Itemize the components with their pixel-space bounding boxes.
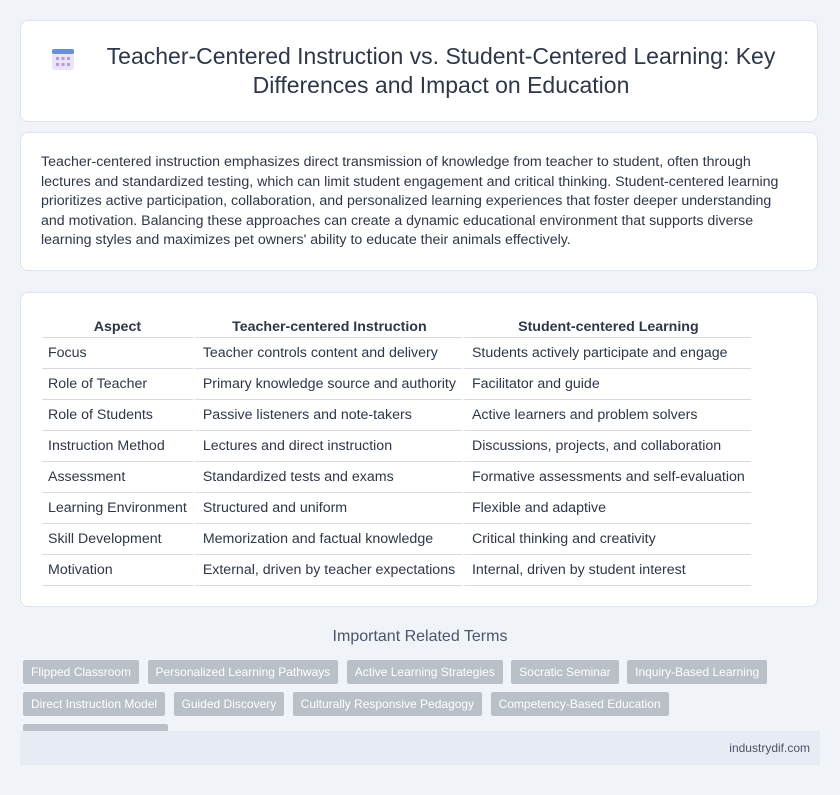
table-row <box>42 338 751 369</box>
tag-competency-based-education[interactable]: Competency-Based Education <box>491 692 669 716</box>
tag-culturally-responsive-pedagogy[interactable]: Culturally Responsive Pedagogy <box>293 692 482 716</box>
table-row <box>42 493 751 524</box>
table-card <box>20 292 818 607</box>
row-aspect: Instruction Method <box>42 431 193 462</box>
row-teacher-value: Teacher controls content and delivery <box>193 338 462 369</box>
title-wrap <box>21 42 817 100</box>
related-terms-heading: Important Related Terms <box>332 628 508 645</box>
calendar-grid-icon <box>51 47 75 71</box>
row-student-value: Active learners and problem solvers <box>462 400 751 431</box>
row-teacher-value: Lectures and direct instruction <box>193 431 462 462</box>
row-aspect: Learning Environment <box>42 493 193 524</box>
tag-personalized-learning-pathways[interactable]: Personalized Learning Pathways <box>148 660 339 684</box>
row-aspect: Motivation <box>42 555 193 586</box>
row-teacher-value: External, driven by teacher expectations <box>193 555 462 586</box>
table-row <box>42 369 751 400</box>
comparison-table <box>42 315 751 586</box>
intro-paragraph: Teacher-centered instruction emphasizes direct transmission of knowledge from teacher to student, often through lectures and standardized testing, which can limit student engagement and critical thinking. Student-centered learning prioritizes active participation, collaboration, and personalized learning experiences that foster deeper understanding and motivation. Balancing these approaches can create a dynamic educational environment that supports diverse learning styles and maximizes pet owners' ability to educate their animals effectively. <box>41 154 779 248</box>
header-aspect: Aspect <box>42 315 193 338</box>
table-row <box>42 555 751 586</box>
row-aspect: Focus <box>42 338 193 369</box>
row-student-value: Facilitator and guide <box>462 369 751 400</box>
row-aspect: Role of Teacher <box>42 369 193 400</box>
table-row <box>42 431 751 462</box>
footer <box>20 731 820 765</box>
row-teacher-value: Primary knowledge source and authority <box>193 369 462 400</box>
table-row <box>42 400 751 431</box>
row-aspect: Role of Students <box>42 400 193 431</box>
tag-direct-instruction-model[interactable]: Direct Instruction Model <box>23 692 165 716</box>
row-student-value: Formative assessments and self-evaluation <box>462 462 751 493</box>
row-aspect: Assessment <box>42 462 193 493</box>
row-student-value: Flexible and adaptive <box>462 493 751 524</box>
header-teacher-centered: Teacher-centered Instruction <box>193 315 462 338</box>
title-card <box>20 20 818 122</box>
footer-site-link[interactable]: industrydif.com <box>729 741 810 755</box>
header-student-centered: Student-centered Learning <box>462 315 751 338</box>
row-student-value: Critical thinking and creativity <box>462 524 751 555</box>
row-teacher-value: Standardized tests and exams <box>193 462 462 493</box>
row-student-value: Discussions, projects, and collaboration <box>462 431 751 462</box>
page-title: Teacher-Centered Instruction vs. Student-Centered Learning: Key Differences and Impact on Education <box>106 43 776 98</box>
row-student-value: Students actively participate and engage <box>462 338 751 369</box>
intro-card <box>20 132 818 271</box>
tag-socratic-seminar[interactable]: Socratic Seminar <box>511 660 618 684</box>
tag-active-learning-strategies[interactable]: Active Learning Strategies <box>347 660 503 684</box>
row-teacher-value: Passive listeners and note-takers <box>193 400 462 431</box>
row-teacher-value: Structured and uniform <box>193 493 462 524</box>
table-row <box>42 524 751 555</box>
tag-flipped-classroom[interactable]: Flipped Classroom <box>23 660 139 684</box>
tag-guided-discovery[interactable]: Guided Discovery <box>174 692 285 716</box>
table-header-row <box>42 315 751 338</box>
row-student-value: Internal, driven by student interest <box>462 555 751 586</box>
table-row <box>42 462 751 493</box>
row-teacher-value: Memorization and factual knowledge <box>193 524 462 555</box>
tag-inquiry-based-learning[interactable]: Inquiry-Based Learning <box>627 660 767 684</box>
row-aspect: Skill Development <box>42 524 193 555</box>
